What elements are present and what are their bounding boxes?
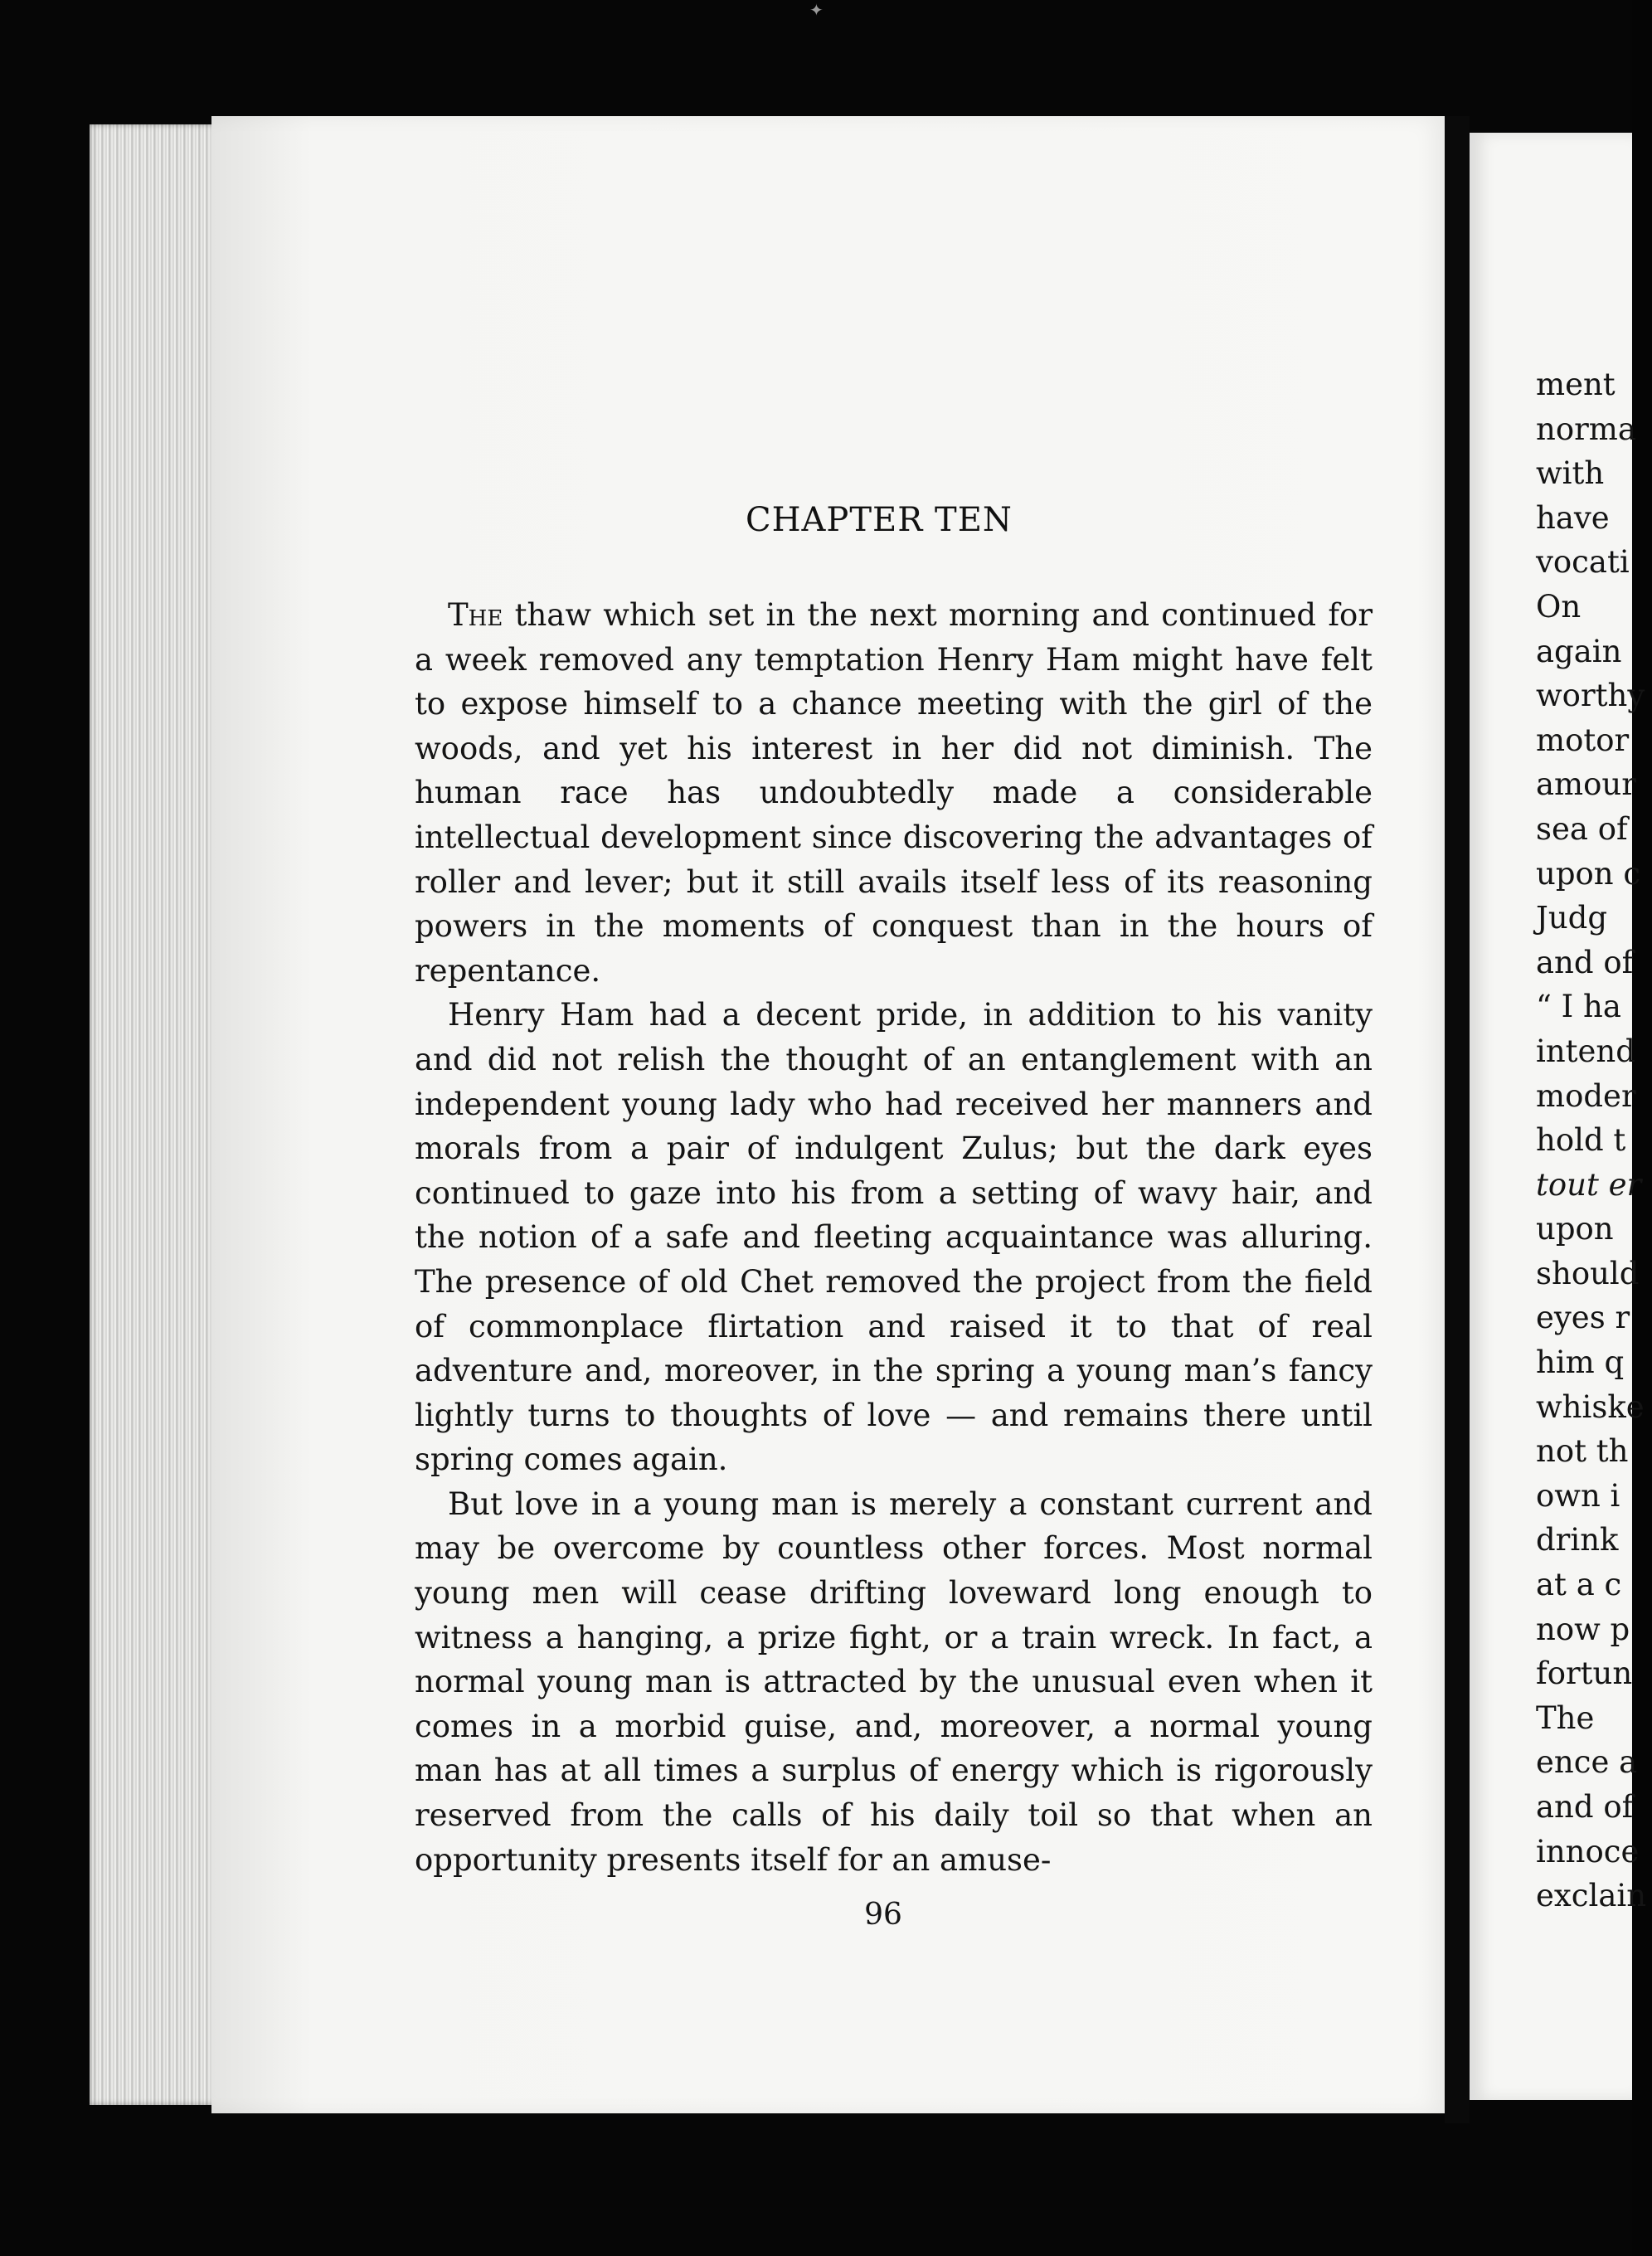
- chapter-title: CHAPTER TEN: [746, 501, 1013, 539]
- facing-line: whiske: [1536, 1388, 1645, 1425]
- first-word: The: [448, 597, 503, 633]
- facing-line: now p: [1536, 1611, 1630, 1647]
- facing-line: innoce: [1536, 1833, 1640, 1869]
- facing-page-text: [1536, 362, 1652, 1918]
- page-number: 96: [864, 1898, 902, 1932]
- facing-line: “ I ha: [1536, 989, 1621, 1025]
- facing-line: again: [1536, 633, 1622, 669]
- facing-line: ence a: [1536, 1744, 1638, 1781]
- facing-line: norma: [1536, 411, 1636, 447]
- facing-line: own i: [1536, 1477, 1620, 1514]
- facing-line: eyes r: [1536, 1300, 1630, 1336]
- facing-line: have: [1536, 499, 1610, 536]
- facing-line: sea of: [1536, 810, 1628, 847]
- gutter-shadow: [1445, 116, 1470, 2123]
- facing-line: worthy: [1536, 678, 1645, 714]
- facing-line: intend: [1536, 1033, 1635, 1069]
- facing-line: vocati: [1536, 544, 1630, 581]
- dust-speck: ✦: [809, 0, 824, 20]
- paragraph-1-text: thaw which set in the next morning and continued for a week removed any temptation Henry Ham might have felt to expose himself to a chance meeting with the girl of the woods, and yet his interest in her did not diminish. The human race has undoubtedly made a considerable intellectual development since discovering the advantages of roller and lever; but it still avails itself less of its reasoning powers in the moments of conquest than in the hours of repentance.: [415, 597, 1373, 989]
- facing-line: and of: [1536, 944, 1634, 980]
- body-text: [415, 593, 1373, 1882]
- facing-line: and of: [1536, 1789, 1634, 1825]
- paragraph-3: But love in a young man is merely a constant current and may be overcome by countless other forces. Most normal young men will cease drifting loveward long enough to witness a hanging, a prize fight, or a train wreck. In fact, a normal young man is attracted by the unusual even when it comes in a morbid guise, and, moreover, a normal young man has at all times a surplus of energy which is rigorously reserved from the calls of his daily toil so that when an opportunity presents itself for an amuse-: [415, 1485, 1373, 1878]
- facing-line: exclain: [1536, 1878, 1647, 1914]
- facing-line: moder: [1536, 1077, 1636, 1114]
- facing-line: The: [1536, 1699, 1595, 1736]
- facing-line: should: [1536, 1255, 1640, 1291]
- facing-line: Judg: [1536, 900, 1608, 936]
- facing-line: hold t: [1536, 1122, 1626, 1159]
- facing-line: On: [1536, 588, 1582, 625]
- facing-line: upon: [1536, 1211, 1614, 1247]
- facing-line: not th: [1536, 1433, 1629, 1470]
- facing-line: tout er: [1536, 1166, 1642, 1203]
- facing-line: motor: [1536, 722, 1630, 758]
- paragraph-2: Henry Ham had a decent pride, in addition to his vanity and did not relish the thought of an entanglement with an independent young lady who had received her manners and morals from a pair of indulgent Zulus; but the dark eyes continued to gaze into his from a setting of wavy hair, and the notion of a safe and fleeting acquaintance was alluring. The presence of old Chet removed the project from the field of commonplace flirtation and raised it to that of real adventure and, moreover, in the spring a young man’s fancy lightly turns to thoughts of love — and remains there until spring comes again.: [415, 997, 1373, 1478]
- facing-line: fortun: [1536, 1656, 1633, 1692]
- facing-line: upon c: [1536, 855, 1641, 892]
- paragraph-1: [415, 593, 1373, 993]
- facing-line: at a c: [1536, 1567, 1622, 1603]
- facing-line: drink: [1536, 1522, 1619, 1558]
- facing-line: amour: [1536, 766, 1636, 803]
- facing-line: ment: [1536, 367, 1616, 402]
- facing-line: him q: [1536, 1344, 1625, 1381]
- facing-line: with: [1536, 455, 1605, 492]
